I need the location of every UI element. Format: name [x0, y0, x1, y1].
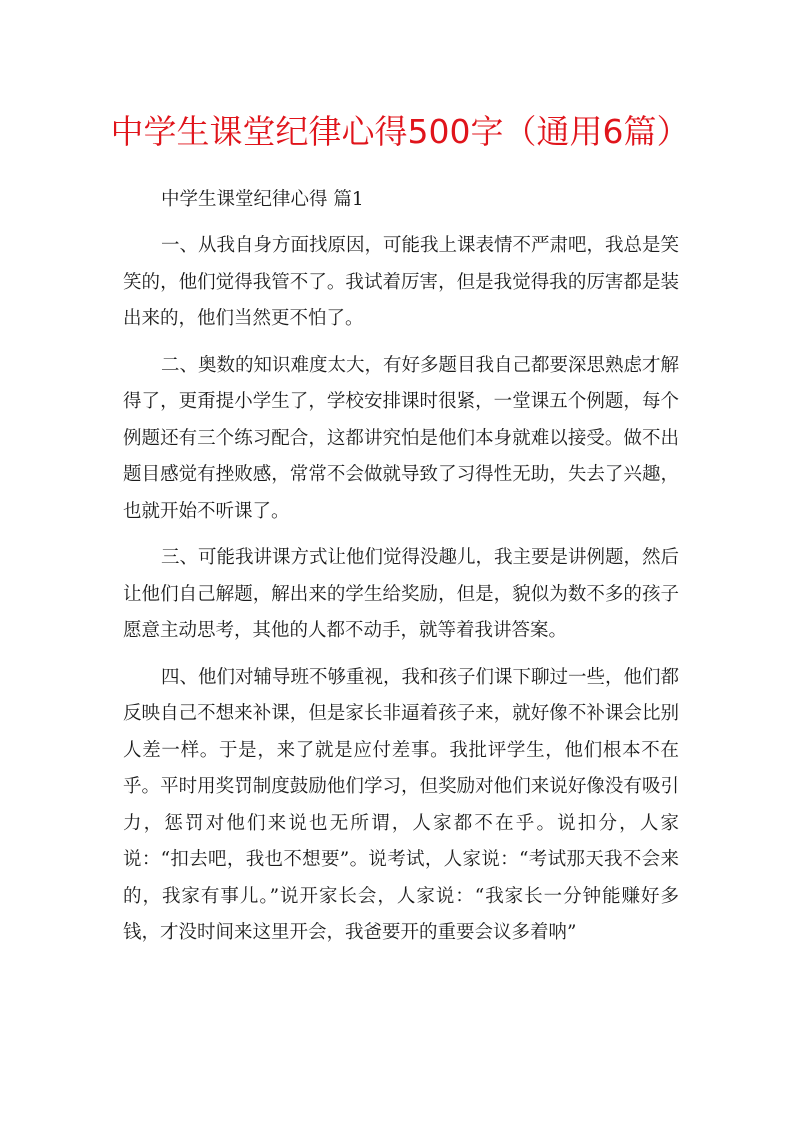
paragraph-text: 四、他们对辅导班不够重视，我和孩子们课下聊过一些，他们都反映自己不想来补课，但是家长非逼着孩子来，就好像不补课会比别人差一样。于是，来了就是应付差事。我批评学生，他们根本不在乎。平时用奖罚制度鼓励他们学习，但奖励对他们来说好像没有吸引力，惩罚对他们来说也无所谓，人家都不在乎。说扣分，人家说：“扣去吧，我也不想要”。说考试，人家说：“考试那天我不会来的，我家有事儿。”说开家长会，人家说：“我家长一分钟能赚好多钱，才没时间来这里开会，我爸要开的重要会议多着呐”: [123, 666, 680, 943]
section-heading: 中学生课堂纪律心得 篇1: [161, 189, 364, 210]
paragraph: [123, 348, 679, 531]
paragraph-text: 三、可能我讲课方式让他们觉得没趣儿，我主要是讲例题，然后让他们自己解题，解出来的学生给奖励，但是，貌似为数不多的孩子愿意主动思考，其他的人都不动手，就等着我讲答案。: [123, 547, 680, 641]
paragraph: [123, 228, 679, 338]
paragraph: [123, 540, 679, 650]
document-title: 中学生课堂纪律心得500字（通用6篇）: [110, 112, 690, 151]
paragraph-text: 二、奥数的知识难度太大，有好多题目我自己都要深思熟虑才解得了，更甭提小学生了，学校安排课时很紧，一堂课五个例题，每个例题还有三个练习配合，这都讲究怕是他们本身就难以接受。做不出题目感觉有挫败感，常常不会做就导致了习得性无助，失去了兴趣，也就开始不听课了。: [123, 354, 680, 522]
paragraph: [123, 660, 679, 952]
document-body: [123, 228, 679, 952]
paragraph-text: 一、从我自身方面找原因，可能我上课表情不严肃吧，我总是笑笑的，他们觉得我管不了。我试着厉害，但是我觉得我的厉害都是装出来的，他们当然更不怕了。: [123, 235, 680, 329]
